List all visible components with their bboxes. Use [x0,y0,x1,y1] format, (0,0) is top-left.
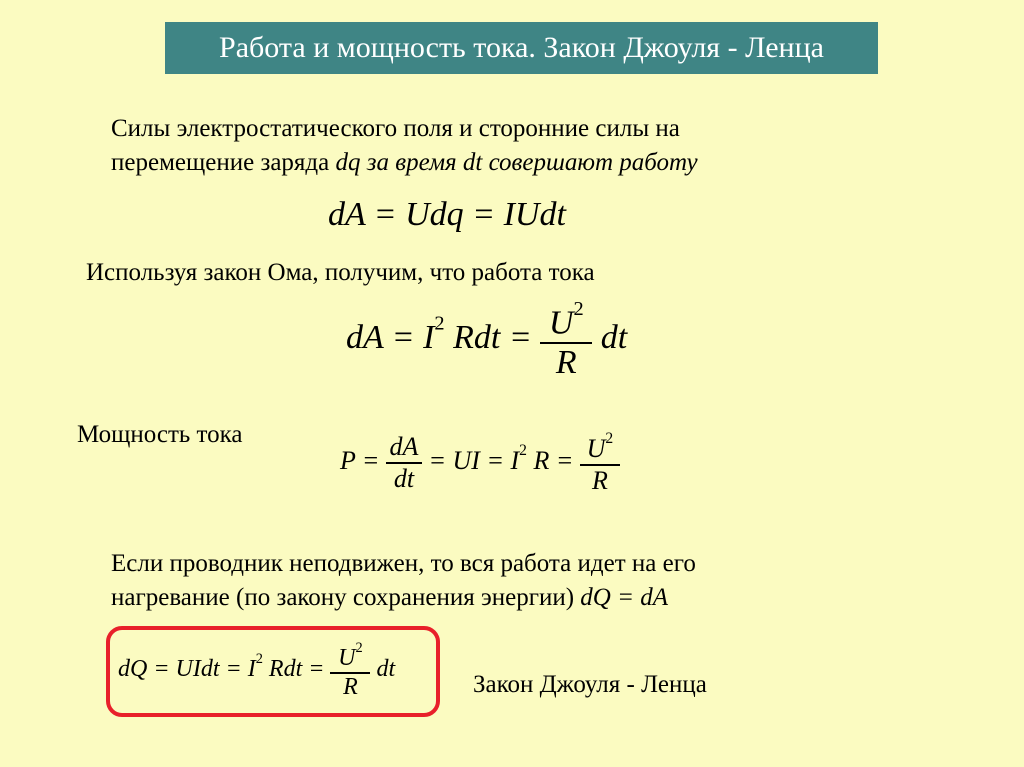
equation-work-ohm: dA = $I^2$ Rdt = $\frac{U^2}{R}$ dt [346,298,628,382]
paragraph-heating-line1: Если проводник неподвижен, то вся работа идет на его [111,550,696,577]
equation-work: dA = Udq = IUdt [328,196,566,233]
equation-power: P = $\frac{dA}{dt}$ = UI = $I^2$ R = $\frac{U^2}{R}$ [340,430,620,496]
paragraph-power: Мощность тока [77,421,243,448]
paragraph-heating-line2: нагревание (по закону сохранения энергии) dQ = dA [111,584,668,611]
paragraph-ohm-law: Используя закон Ома, получим, что работа тока [86,259,595,286]
fraction-u2-over-r: $\frac{U^2}{R}$ [540,298,592,382]
slide-title: Работа и мощность тока. Закон Джоуля - Ленца [165,22,878,74]
fraction-da-over-dt: $\frac{dA}{dt}$ [386,432,422,494]
law-label: Закон Джоуля - Ленца [473,671,707,698]
paragraph-heating [111,547,696,615]
paragraph-forces-line1: Силы электростатического поля и сторонние силы на [111,115,680,142]
paragraph-forces-line2: перемещение заряда dq за время dt совершают работу [111,149,698,176]
paragraph-forces [111,112,698,180]
equation-joule-lenz: dQ = UIdt = $I^2$ Rdt = $\frac{U^2}{R}$ dt [118,640,396,700]
fraction-u2-over-r-power: $\frac{U^2}{R}$ [580,430,620,496]
fraction-u2-over-r-heat: $\frac{U^2}{R}$ [330,640,370,701]
